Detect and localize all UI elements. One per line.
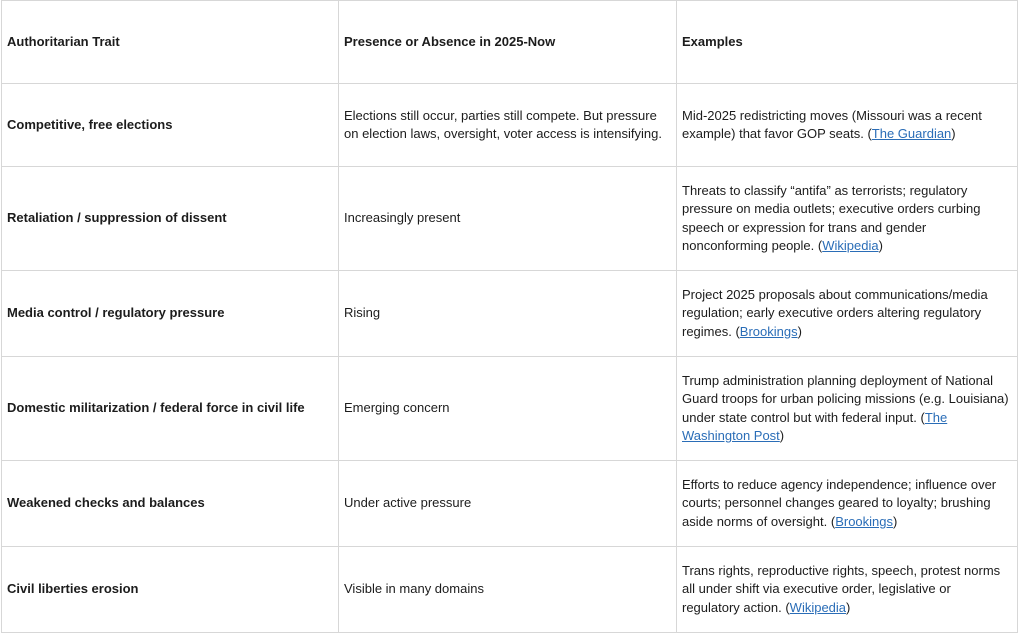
presence-cell: Emerging concern bbox=[339, 357, 677, 461]
table-header-row bbox=[2, 1, 1018, 84]
examples-text: Efforts to reduce agency independence; influence over courts; personnel changes geared to loyalty; brushing aside norms of oversight. ( bbox=[682, 476, 997, 529]
trait-cell: Domestic militarization / federal force in civil life bbox=[2, 357, 339, 461]
examples-text: Trump administration planning deployment of National Guard troops for urban policing missions (e.g. Louisiana) under state control but with federal input. ( bbox=[682, 372, 1009, 425]
header-trait: Authoritarian Trait bbox=[2, 1, 339, 84]
trait-cell: Civil liberties erosion bbox=[2, 547, 339, 633]
trait-cell: Media control / regulatory pressure bbox=[2, 271, 339, 357]
presence-cell: Increasingly present bbox=[339, 167, 677, 271]
examples-cell bbox=[677, 547, 1018, 633]
presence-cell: Elections still occur, parties still compete. But pressure on election laws, oversight, voter access is intensifying. bbox=[339, 84, 677, 167]
examples-cell bbox=[677, 271, 1018, 357]
examples-cell bbox=[677, 167, 1018, 271]
trait-cell: Competitive, free elections bbox=[2, 84, 339, 167]
examples-cell bbox=[677, 461, 1018, 547]
examples-text: Trans rights, reproductive rights, speech, protest norms all under shift via executive order, legislative or regulatory action. ( bbox=[682, 562, 1001, 615]
source-link-brookings[interactable]: Brookings bbox=[835, 513, 893, 529]
table-row bbox=[2, 271, 1018, 357]
table-row bbox=[2, 547, 1018, 633]
examples-text-end: ) bbox=[846, 599, 851, 615]
authoritarian-traits-table bbox=[1, 0, 1018, 633]
examples-cell bbox=[677, 84, 1018, 167]
examples-text-end: ) bbox=[779, 428, 785, 443]
examples-text: Project 2025 proposals about communications/media regulation; early executive orders altering regulatory regimes. ( bbox=[682, 286, 988, 339]
table-row bbox=[2, 357, 1018, 461]
header-presence: Presence or Absence in 2025-Now bbox=[339, 1, 677, 84]
table-row bbox=[2, 461, 1018, 547]
trait-cell: Weakened checks and balances bbox=[2, 461, 339, 547]
presence-cell: Rising bbox=[339, 271, 677, 357]
source-link-washington-post[interactable]: The Washington Post bbox=[682, 409, 948, 443]
examples-text-end: ) bbox=[797, 323, 802, 339]
source-link-guardian[interactable]: The Guardian bbox=[871, 126, 952, 141]
examples-text: Threats to classify “antifa” as terrorists; regulatory pressure on media outlets; executive orders curbing speech or expression for trans and gender nonconforming people. ( bbox=[682, 182, 981, 253]
examples-text-end: ) bbox=[951, 126, 956, 141]
examples-cell bbox=[677, 357, 1018, 461]
presence-cell: Visible in many domains bbox=[339, 547, 677, 633]
header-examples: Examples bbox=[677, 1, 1018, 84]
source-link-wikipedia[interactable]: Wikipedia bbox=[822, 238, 879, 253]
trait-cell: Retaliation / suppression of dissent bbox=[2, 167, 339, 271]
source-link-brookings[interactable]: Brookings bbox=[739, 323, 798, 339]
presence-cell: Under active pressure bbox=[339, 461, 677, 547]
table-row bbox=[2, 84, 1018, 167]
source-link-wikipedia[interactable]: Wikipedia bbox=[789, 599, 847, 615]
examples-text: Mid-2025 redistricting moves (Missouri was a recent example) that favor GOP seats. ( bbox=[682, 107, 982, 141]
examples-text-end: ) bbox=[878, 238, 883, 253]
table-row bbox=[2, 167, 1018, 271]
examples-text-end: ) bbox=[893, 513, 898, 529]
